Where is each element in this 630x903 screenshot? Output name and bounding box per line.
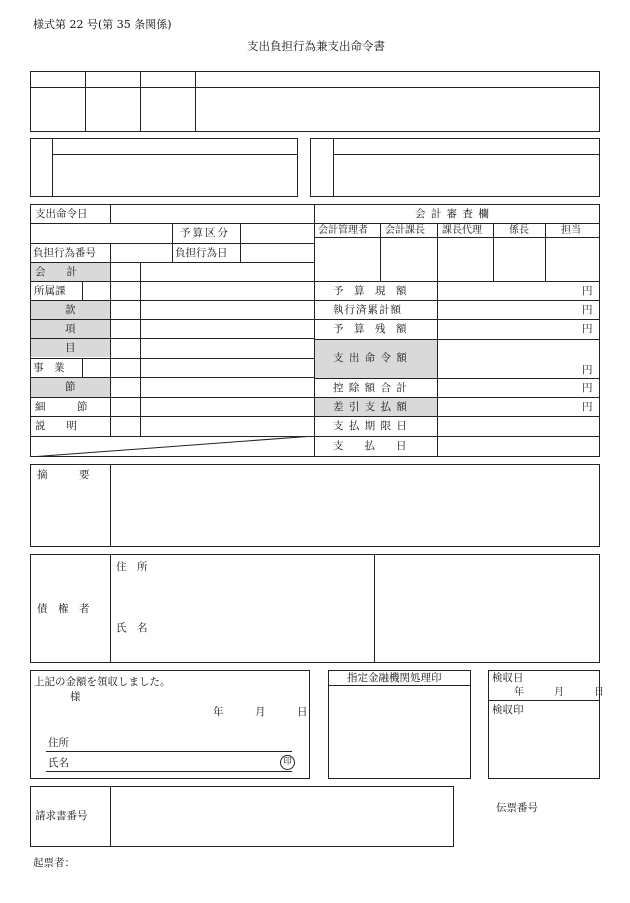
bank-stamp-box bbox=[328, 670, 471, 779]
label-futan-bi: 負担行為日 bbox=[175, 247, 228, 259]
left-info-box bbox=[30, 138, 298, 197]
amount-label-yosan-zangaku: 予 算 残 額 bbox=[333, 323, 407, 335]
inspection-date-label: 検収日 bbox=[492, 672, 524, 684]
invoice-number-box bbox=[30, 786, 454, 847]
drafter-label: 起票者： bbox=[33, 857, 75, 869]
label-setsu: 節 bbox=[65, 381, 76, 393]
amount-unit: 円 bbox=[582, 285, 593, 297]
label-setsumei: 説 明 bbox=[35, 420, 77, 432]
amount-label-yosan-gengaku: 予 算 現 額 bbox=[333, 285, 407, 297]
receipt-sama: 様 bbox=[70, 691, 81, 703]
label-shishutsu-meirei-bi: 支出命令日 bbox=[35, 208, 88, 220]
amount-label-kojo-gokei: 控 除 額 合 計 bbox=[333, 382, 408, 394]
amount-label-shishutsu-meirei-gaku: 支 出 命 令 額 bbox=[333, 352, 408, 364]
tekiyo-label: 摘 要 bbox=[37, 469, 90, 481]
creditor-address-label: 住 所 bbox=[116, 561, 148, 573]
label-futan-bango: 負担行為番号 bbox=[33, 247, 96, 259]
creditor-label: 債 権 者 bbox=[37, 603, 90, 615]
amount-unit: 円 bbox=[582, 304, 593, 316]
amount-label-sashihiki: 差 引 支 払 額 bbox=[333, 401, 408, 413]
diagonal-line bbox=[30, 436, 314, 457]
voucher-number-label: 伝票番号 bbox=[496, 802, 538, 814]
right-info-box bbox=[310, 138, 600, 197]
receipt-date: 年 月 日 bbox=[213, 706, 308, 718]
document-title: 支出負担行為兼支出命令書 bbox=[247, 39, 385, 53]
inspection-seal-label: 検収印 bbox=[492, 704, 524, 716]
receipt-address-label: 住所 bbox=[48, 737, 69, 749]
amount-label-shikkozumi: 執行済累計額 bbox=[333, 304, 402, 316]
audit-title: 会 計 審 査 欄 bbox=[415, 208, 490, 220]
main-table bbox=[30, 204, 600, 457]
top-stamp-table bbox=[30, 71, 600, 132]
amount-unit: 円 bbox=[582, 323, 593, 335]
audit-col-kakaricho: 係長 bbox=[509, 225, 529, 236]
form-number: 様式第 22 号(第 35 条関係) bbox=[33, 18, 172, 31]
inspection-date: 年 月 日 bbox=[514, 687, 604, 698]
label-jigyo: 事 業 bbox=[33, 362, 65, 374]
invoice-number-label: 請求書番号 bbox=[35, 810, 88, 822]
label-saisetsu: 細 節 bbox=[35, 401, 88, 413]
receipt-name-label: 氏名 bbox=[48, 757, 69, 769]
receipt-text: 上記の金額を領収しました。 bbox=[34, 676, 171, 688]
amount-unit: 円 bbox=[582, 401, 593, 413]
audit-col-kaikei-kacho: 会計課長 bbox=[385, 225, 425, 236]
label-moku: 目 bbox=[65, 342, 76, 354]
tekiyo-box bbox=[30, 464, 600, 547]
audit-col-kaikei-kanrisha: 会計管理者 bbox=[318, 225, 368, 236]
seal-mark: 印 bbox=[280, 755, 295, 770]
amount-unit: 円 bbox=[582, 382, 593, 394]
amount-unit: 円 bbox=[582, 364, 593, 376]
amount-label-shiharai-kigen: 支 払 期 限 日 bbox=[333, 420, 408, 432]
label-shozokuka: 所属課 bbox=[34, 285, 66, 297]
label-kaikei: 会 計 bbox=[35, 266, 77, 278]
amount-label-shiharai-bi: 支 払 日 bbox=[333, 440, 407, 452]
label-ko: 項 bbox=[65, 323, 76, 335]
audit-col-kacho-dairi: 課長代理 bbox=[442, 225, 482, 236]
creditor-name-label: 氏 名 bbox=[116, 622, 148, 634]
label-yosan-kubun: 予算区分 bbox=[180, 227, 230, 239]
audit-col-tanto: 担当 bbox=[561, 225, 581, 236]
bank-stamp-title: 指定金融機関処理印 bbox=[347, 672, 442, 684]
label-kan: 款 bbox=[65, 304, 76, 316]
